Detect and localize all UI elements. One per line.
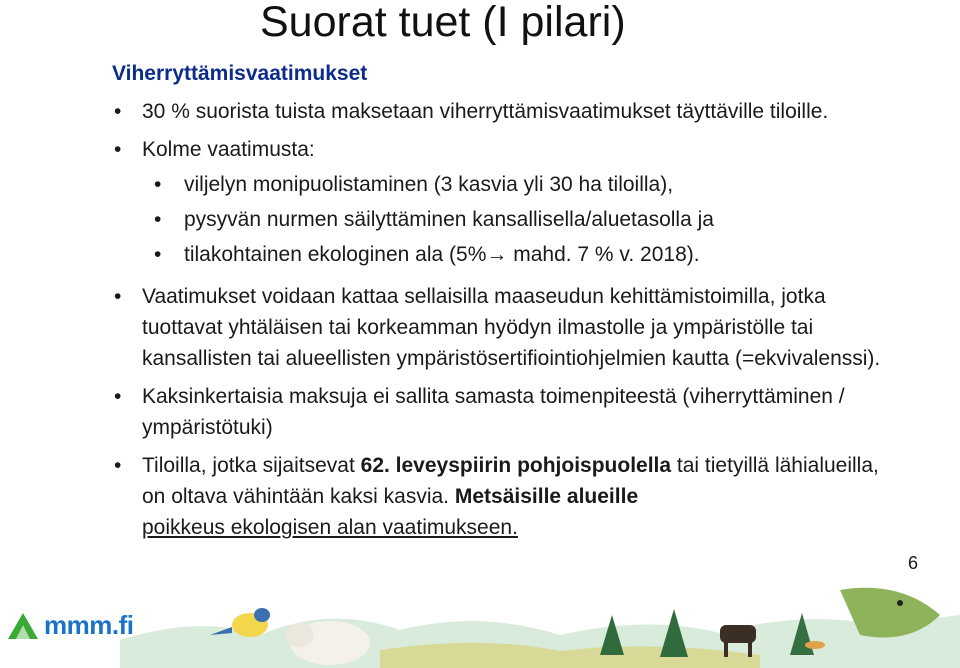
text-normal: tai tietyillä lähialueilla, on oltava vähintään kaksi kasvia. (142, 454, 879, 508)
slide-title: Suorat tuet (I pilari) (260, 0, 626, 46)
text-bold: Metsäisille alueille (454, 485, 639, 508)
sub-bullet-ecological-area: • tilakohtainen ekologinen ala (5%→ mahd. 7 % v. 2018). (152, 239, 882, 270)
bullet-three-requirements: • Kolme vaatimusta: (112, 134, 882, 165)
lure-icon (805, 641, 825, 649)
bird-icon (210, 608, 270, 637)
bullet-list (112, 92, 882, 543)
bullet-northern-farms (112, 450, 882, 543)
bullet-equivalence: • Vaatimukset voidaan kattaa sellaisilla maaseudun kehittämistoimilla, jotka tuottavat yhtäläisen tai korkeamman hyödyn ilmastolle ja ympäristölle tai kansallisten tai alueellisten ympäristösertifiointiohjelmien kautta (=ekvivalenssi). (112, 281, 882, 374)
triangle-logo-icon (6, 611, 40, 641)
nature-illustration-strip (0, 585, 960, 668)
text-normal: Tiloilla, jotka sijaitsevat (142, 454, 361, 477)
slide-subtitle: Viherryttämisvaatimukset (112, 62, 368, 85)
logo (6, 610, 133, 641)
sub-bullet-diversification: • viljelyn monipuolistaminen (3 kasvia yli 30 ha tiloilla), (152, 169, 882, 200)
logo-text: mmm.fi (44, 610, 134, 640)
text-underlined: poikkeus ekologisen alan vaatimukseen. (142, 516, 518, 539)
bullet-green-share: • 30 % suorista tuista maksetaan viherryttämisvaatimukset täyttäville tiloille. (112, 96, 882, 127)
bullet-double-payment: • Kaksinkertaisia maksuja ei sallita samasta toimenpiteestä (viherryttäminen / ympäristötuki) (112, 381, 882, 443)
sub-bullet-grassland: • pysyvän nurmen säilyttäminen kansallisella/aluetasolla ja (152, 204, 882, 235)
page-number: 6 (908, 553, 919, 573)
text-bold: 62. leveyspiirin pohjoispuolella (360, 454, 672, 477)
